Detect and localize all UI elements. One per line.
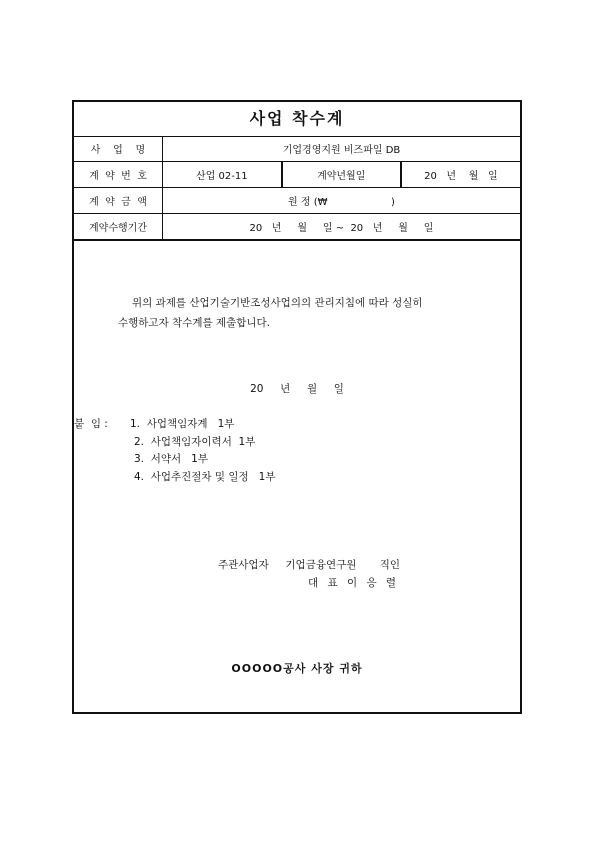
contract-date-value: 20 년 월 일 (401, 162, 520, 188)
contract-number-label: 계 약 번 호 (74, 162, 163, 188)
organizer-signature: 주관사업자 기업금융연구원 직인 (218, 559, 401, 571)
contract-info-table (74, 136, 520, 241)
table-row (74, 162, 520, 188)
representative-name: 대 표 이 응 렬 (308, 577, 400, 589)
statement-line-2: 수행하고자 착수계를 제출합니다. (118, 317, 271, 329)
contract-amount-value: 원 정 (₩ ) (163, 188, 521, 214)
contract-number-value: 산업 02-11 (163, 162, 282, 188)
project-name-label: 사 업 명 (74, 136, 163, 162)
table-row (74, 188, 520, 214)
recipient-line: OOOOO공사 사장 귀하 (231, 662, 363, 675)
attachment-heading: 붙 임 : (74, 418, 108, 430)
document-title: 사업 착수계 (74, 102, 520, 137)
attachment-item: 4. 사업추진절차 및 일정 1부 (134, 470, 276, 483)
table-row (74, 136, 520, 162)
contract-period-label: 계약수행기간 (74, 214, 163, 241)
contract-date-label: 계약년월일 (282, 162, 401, 188)
attachment-item: 2. 사업책임자이력서 1부 (134, 435, 256, 448)
table-row (74, 214, 520, 241)
statement-line-1: 위의 과제를 산업기술기반조성사업의의 관리지침에 따라 성실히 (132, 297, 423, 309)
statement-text (118, 293, 423, 333)
project-name-value: 기업경영지원 비즈파일 DB (163, 136, 521, 162)
contract-period-value: 20 년 월 일 ~ 20 년 월 일 (163, 214, 521, 241)
contract-amount-label: 계 약 금 액 (74, 188, 163, 214)
attachment-item: 3. 서약서 1부 (134, 453, 208, 465)
attachment-item: 1. 사업책임자계 1부 (130, 418, 235, 430)
document-frame (72, 100, 522, 714)
submission-date: 20 년 월 일 (250, 383, 344, 395)
